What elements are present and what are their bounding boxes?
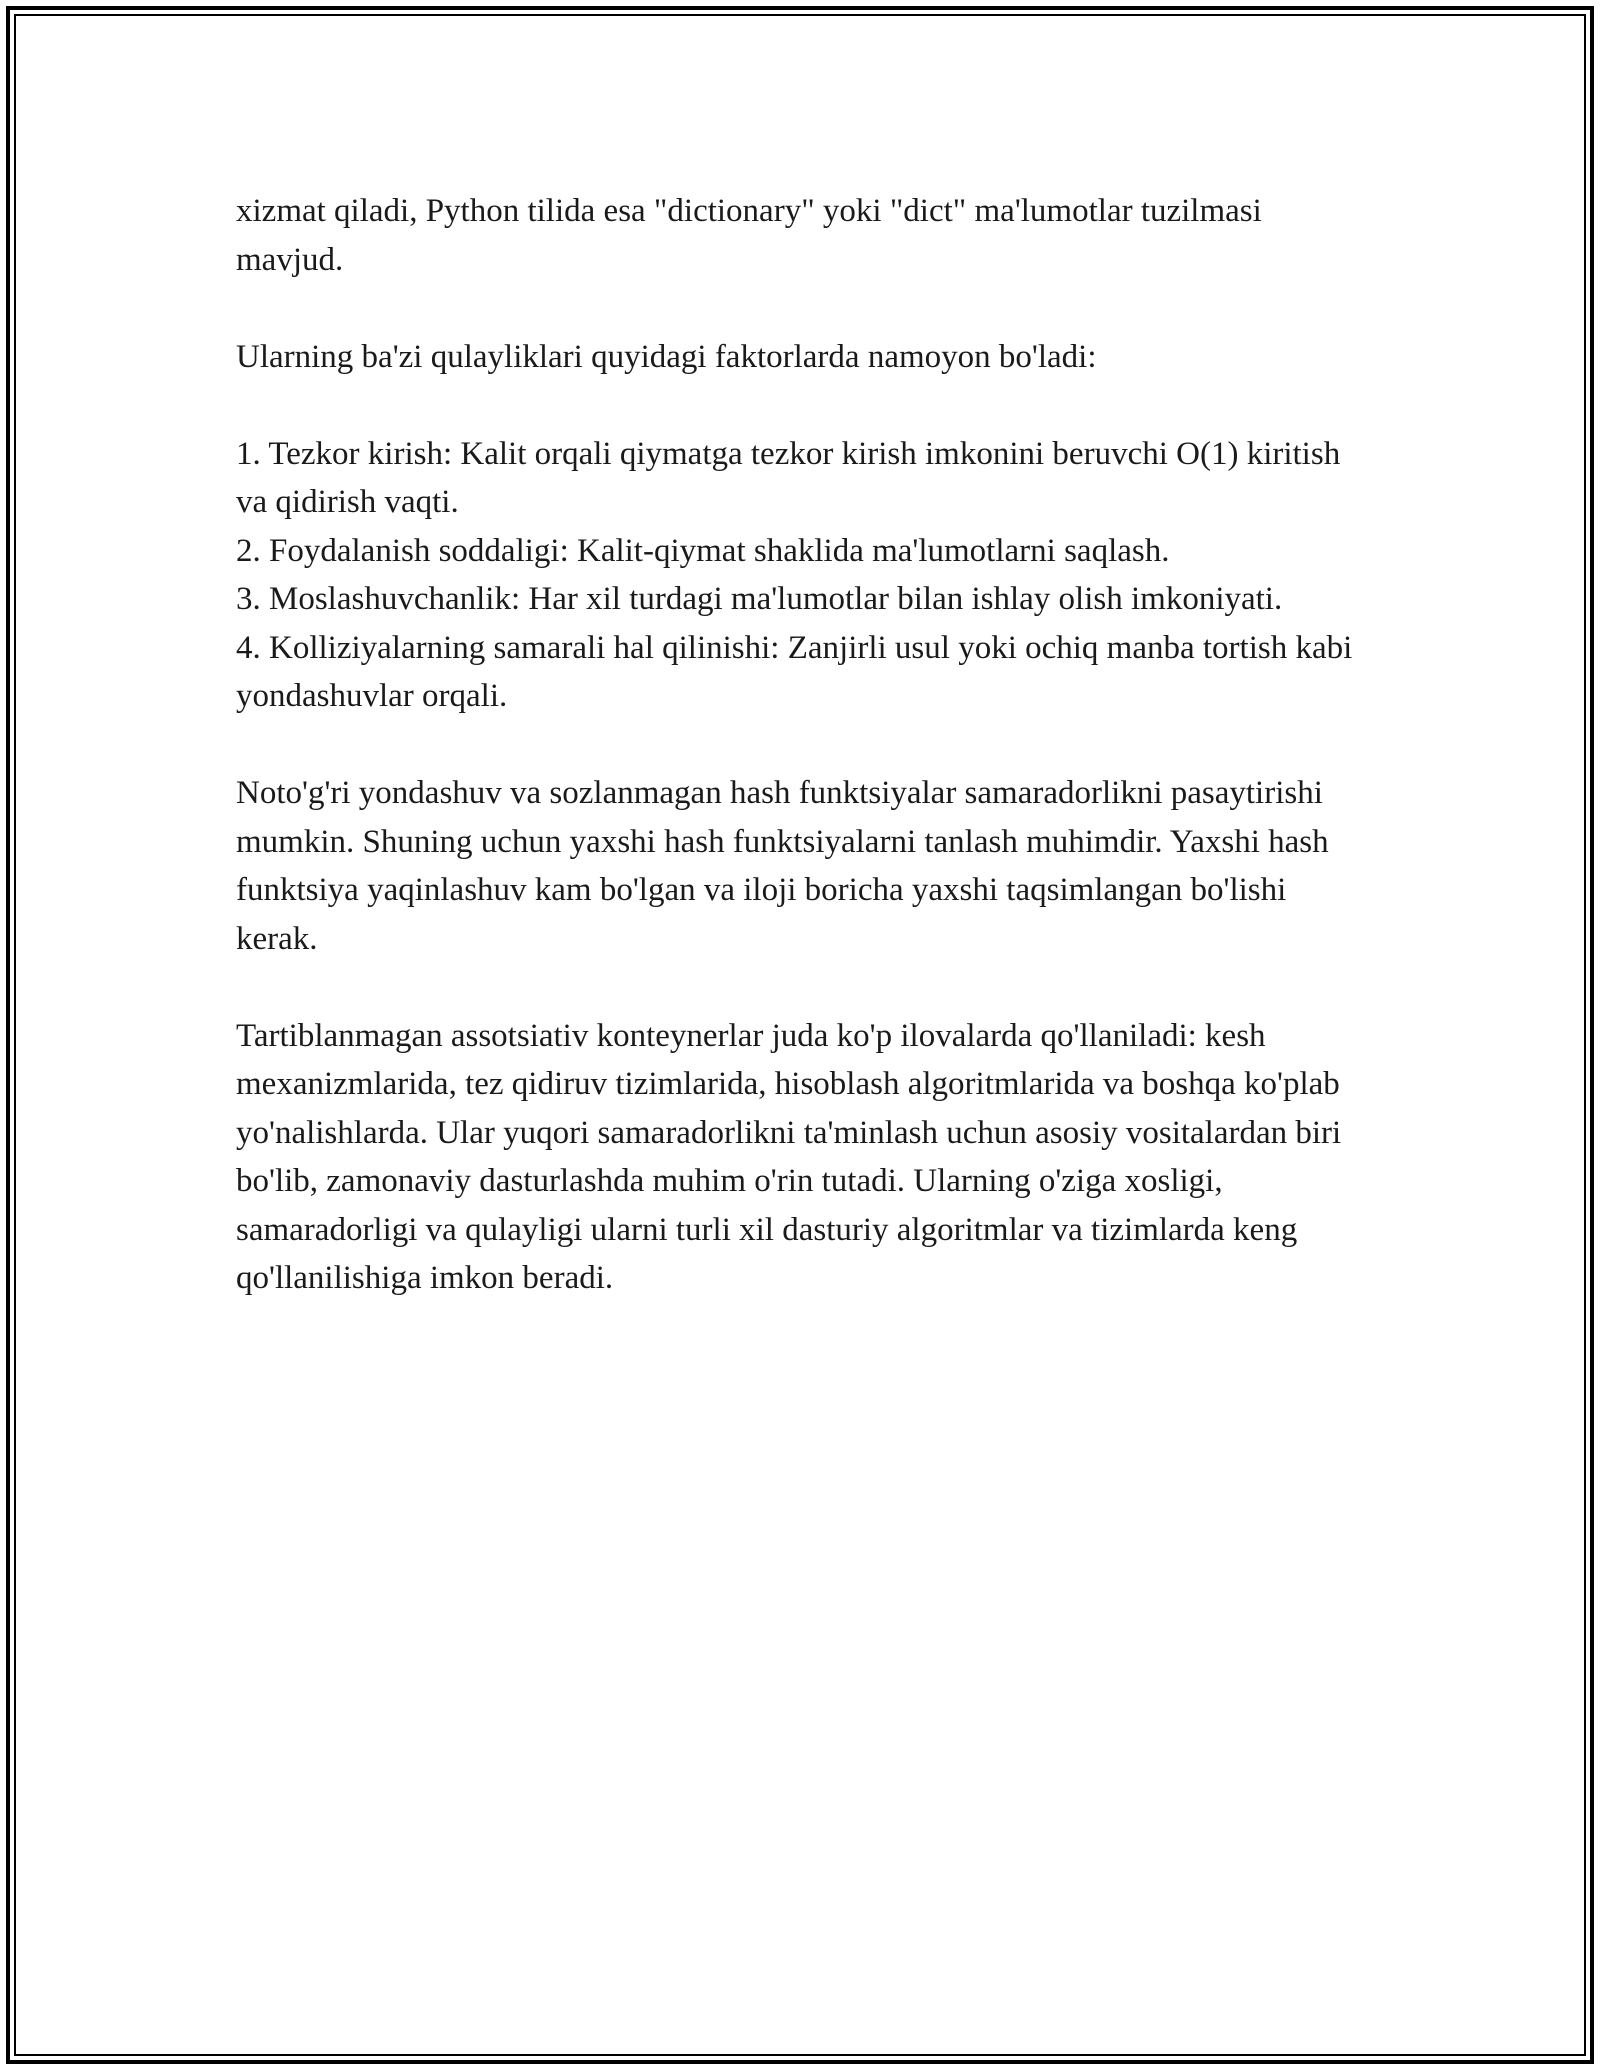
intro-paragraph: xizmat qiladi, Python tilida esa "dictionary" yoki "dict" ma'lumotlar tuzilmasi mavjud.: [236, 193, 1262, 278]
list-item: 3. Moslashuvchanlik: Har xil turdagi ma'lumotlar bilan ishlay olish imkoniyati.: [236, 581, 1283, 617]
advantages-list: [236, 430, 1366, 721]
paragraph-gap: [236, 284, 1366, 333]
list-item: 4. Kolliziyalarning samarali hal qilinishi: Zanjirli usul yoki ochiq manba tortish kabi yondashuvlar orqali.: [236, 629, 1353, 714]
paragraph-gap: [236, 381, 1366, 430]
paragraph-gap: [236, 963, 1366, 1012]
conclusion-paragraph: Tartiblanmagan assotsiativ konteynerlar juda ko'p ilovalarda qo'llaniladi: kesh mexanizmlarida, tez qidiruv tizimlarida, hisoblash algoritmlarida va boshqa ko'plab yo'nalishlarda. Ular yuqori samaradorlikni ta'minlash uchun asosiy vositalardan biri bo'lib, zamonaviy dasturlashda muhim o'rin tutadi. Ularning o'ziga xosligi, samaradorligi va qulayligi ularni turli xil dasturiy algoritmlar va tizimlarda keng qo'llanilishiga imkon beradi.: [236, 1017, 1342, 1296]
document-body: [236, 187, 1366, 1303]
paragraph-gap: [236, 721, 1366, 770]
hash-paragraph: Noto'g'ri yondashuv va sozlanmagan hash funktsiyalar samaradorlikni pasaytirishi mumkin. Shuning uchun yaxshi hash funktsiyalarni tanlash muhimdir. Yaxshi hash funktsiya yaqinlashuv kam bo'lgan va iloji boricha yaxshi taqsimlangan bo'lishi kerak.: [236, 775, 1329, 957]
list-item: 2. Foydalanish soddaligi: Kalit-qiymat shaklida ma'lumotlarni saqlash.: [236, 532, 1170, 569]
list-item: 1. Tezkor kirish: Kalit orqali qiymatga tezkor kirish imkonini beruvchi O(1) kiritish va qidirish vaqti.: [236, 435, 1341, 520]
advantages-lead: Ularning ba'zi qulayliklari quyidagi faktorlarda namoyon bo'ladi:: [236, 338, 1097, 375]
